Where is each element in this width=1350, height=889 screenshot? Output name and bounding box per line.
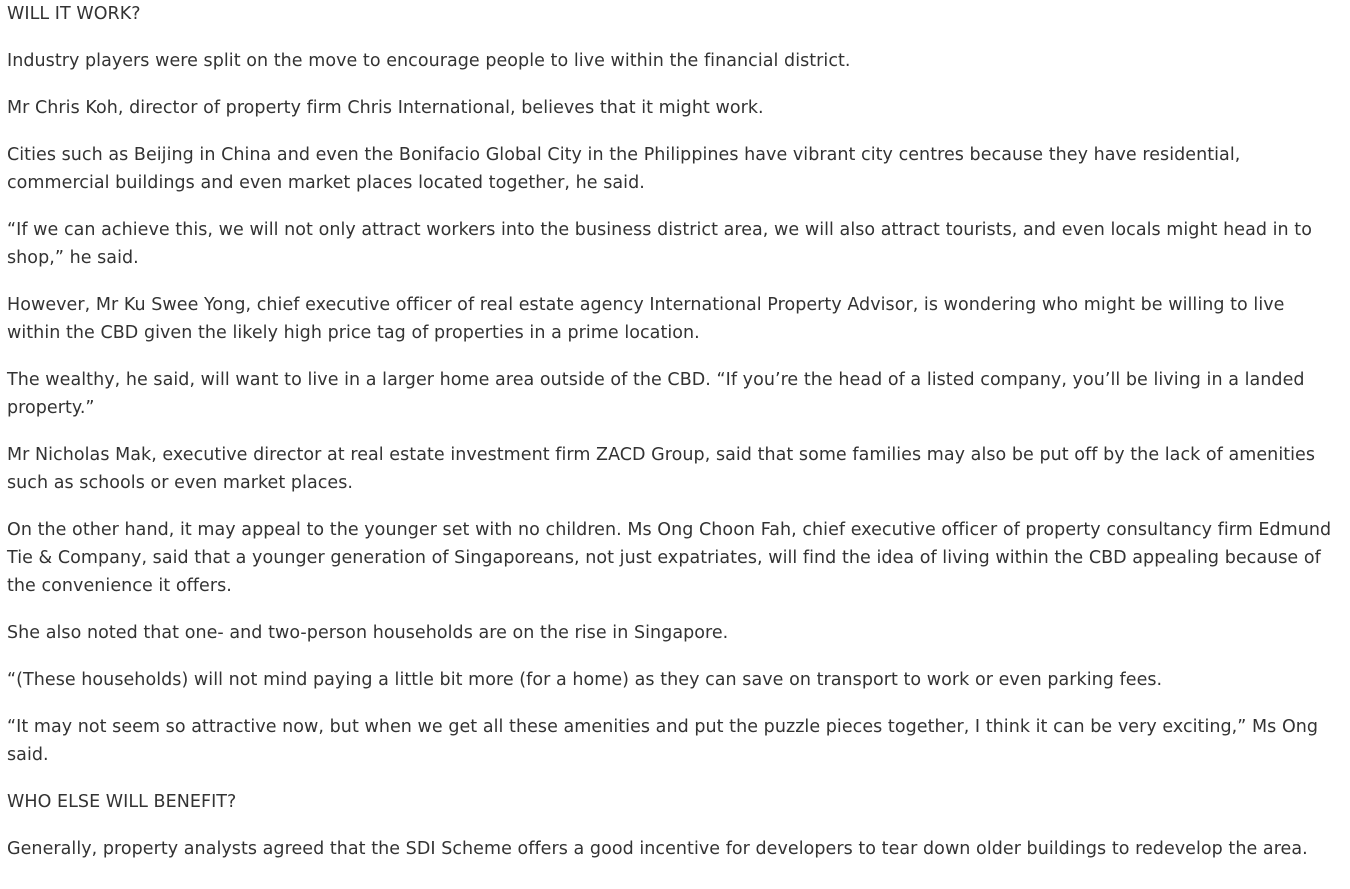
section-heading-will-it-work: WILL IT WORK? xyxy=(7,4,141,24)
paragraph: Cities such as Beijing in China and even the Bonifacio Global City in the Philippines have vibrant city centres because they have residential, commercial buildings and even market places located together, he said. xyxy=(7,145,1241,193)
paragraph: “If we can achieve this, we will not only attract workers into the business district area, we will also attract tourists, and even locals might head in to shop,” he said. xyxy=(7,220,1312,268)
paragraph: “It may not seem so attractive now, but when we get all these amenities and put the puzzle pieces together, I think it can be very exciting,” Ms Ong said. xyxy=(7,717,1319,765)
paragraph: Mr Nicholas Mak, executive director at real estate investment firm ZACD Group, said that some families may also be put off by the lack of amenities such as schools or even market places. xyxy=(7,445,1316,493)
paragraph: However, Mr Ku Swee Yong, chief executive officer of real estate agency International Property Advisor, is wondering who might be willing to live within the CBD given the likely high price tag of properties in a prime location. xyxy=(7,295,1285,343)
paragraph: “(These households) will not mind paying a little bit more (for a home) as they can save on transport to work or even parking fees. xyxy=(7,670,1163,690)
paragraph: On the other hand, it may appeal to the younger set with no children. Ms Ong Choon Fah, chief executive officer of property consultancy firm Edmund Tie & Company, said that a younger generation of Singaporeans, not just expatriates, will find the idea of living within the CBD appealing because of the convenience it offers. xyxy=(7,520,1332,596)
section-heading-who-else-will-benefit: WHO ELSE WILL BENEFIT? xyxy=(7,792,237,812)
paragraph: The wealthy, he said, will want to live in a larger home area outside of the CBD. “If you’re the head of a listed company, you’ll be living in a landed property.” xyxy=(7,370,1305,418)
paragraph: Generally, property analysts agreed that the SDI Scheme offers a good incentive for developers to tear down older buildings to redevelop the area. xyxy=(7,839,1308,859)
paragraph: Mr Chris Koh, director of property firm Chris International, believes that it might work. xyxy=(7,98,764,118)
paragraph: Industry players were split on the move to encourage people to live within the financial district. xyxy=(7,51,851,71)
paragraph: She also noted that one- and two-person households are on the rise in Singapore. xyxy=(7,623,729,643)
